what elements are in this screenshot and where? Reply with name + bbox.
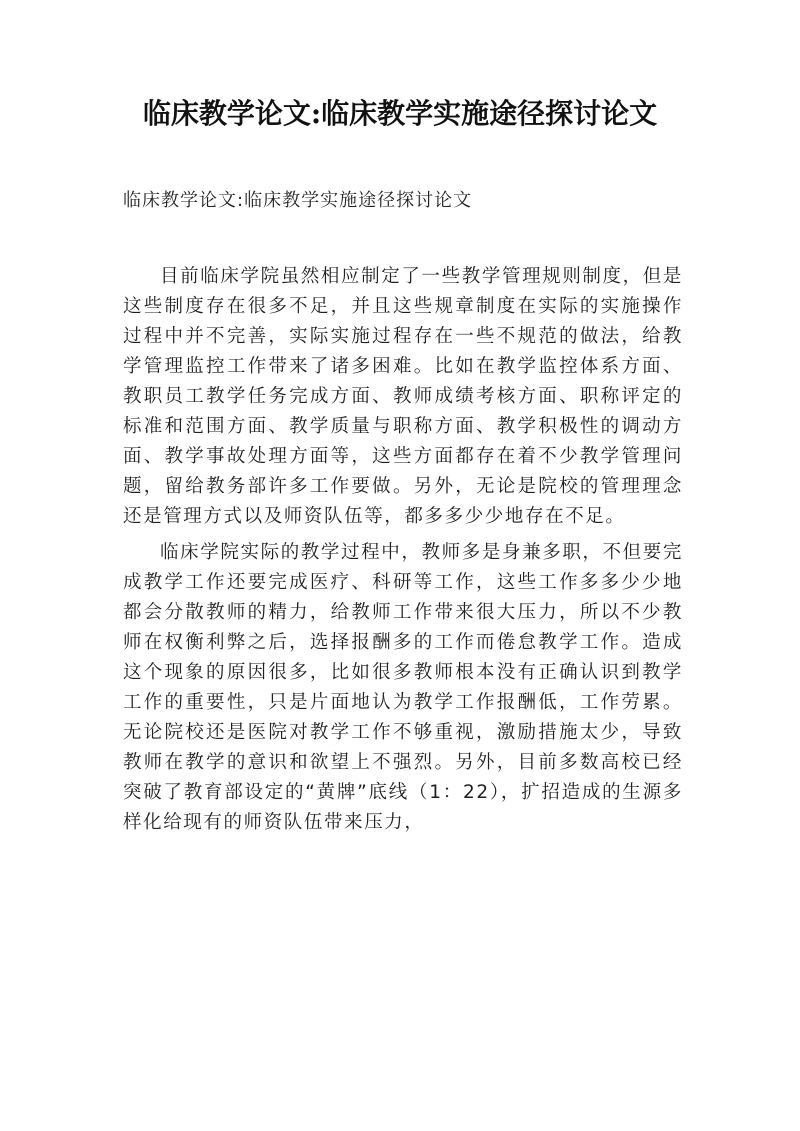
document-body <box>123 262 683 844</box>
body-paragraph-2: 临床学院实际的教学过程中，教师多是身兼多职，不但要完成教学工作还要完成医疗、科研等工作，这些工作多多少少地都会分散教师的精力，给教师工作带来很大压力，所以不少教师在权衡利弊之后，选择报酬多的工作而倦怠教学工作。造成这个现象的原因很多，比如很多教师根本没有正确认识到教学工作的重要性，只是片面地认为教学工作报酬低，工作劳累。无论院校还是医院对教学工作不够重视，激励措施太少，导致教师在教学的意识和欲望上不强烈。另外，目前多数高校已经突破了教育部设定的“黄牌”底线（1：22），扩招造成的生源多样化给现有的师资队伍带来压力， <box>123 542 683 833</box>
document-title: 临床教学论文:临床教学实施途径探讨论文 <box>142 97 658 130</box>
body-paragraph-1: 目前临床学院虽然相应制定了一些教学管理规则制度，但是这些制度存在很多不足，并且这些规章制度在实际的实施操作过程中并不完善，实际实施过程存在一些不规范的做法，给教学管理监控工作带来了诸多困难。比如在教学监控体系方面、教职员工教学任务完成方面、教师成绩考核方面、职称评定的标准和范围方面、教学质量与职称方面、教学积极性的调动方面、教学事故处理方面等，这些方面都存在着不少教学管理问题，留给教务部许多工作要做。另外，无论是院校的管理理念还是管理方式以及师资队伍等，都多多少少地存在不足。 <box>123 266 683 527</box>
document-subtitle: 临床教学论文:临床教学实施途径探讨论文 <box>123 190 473 211</box>
